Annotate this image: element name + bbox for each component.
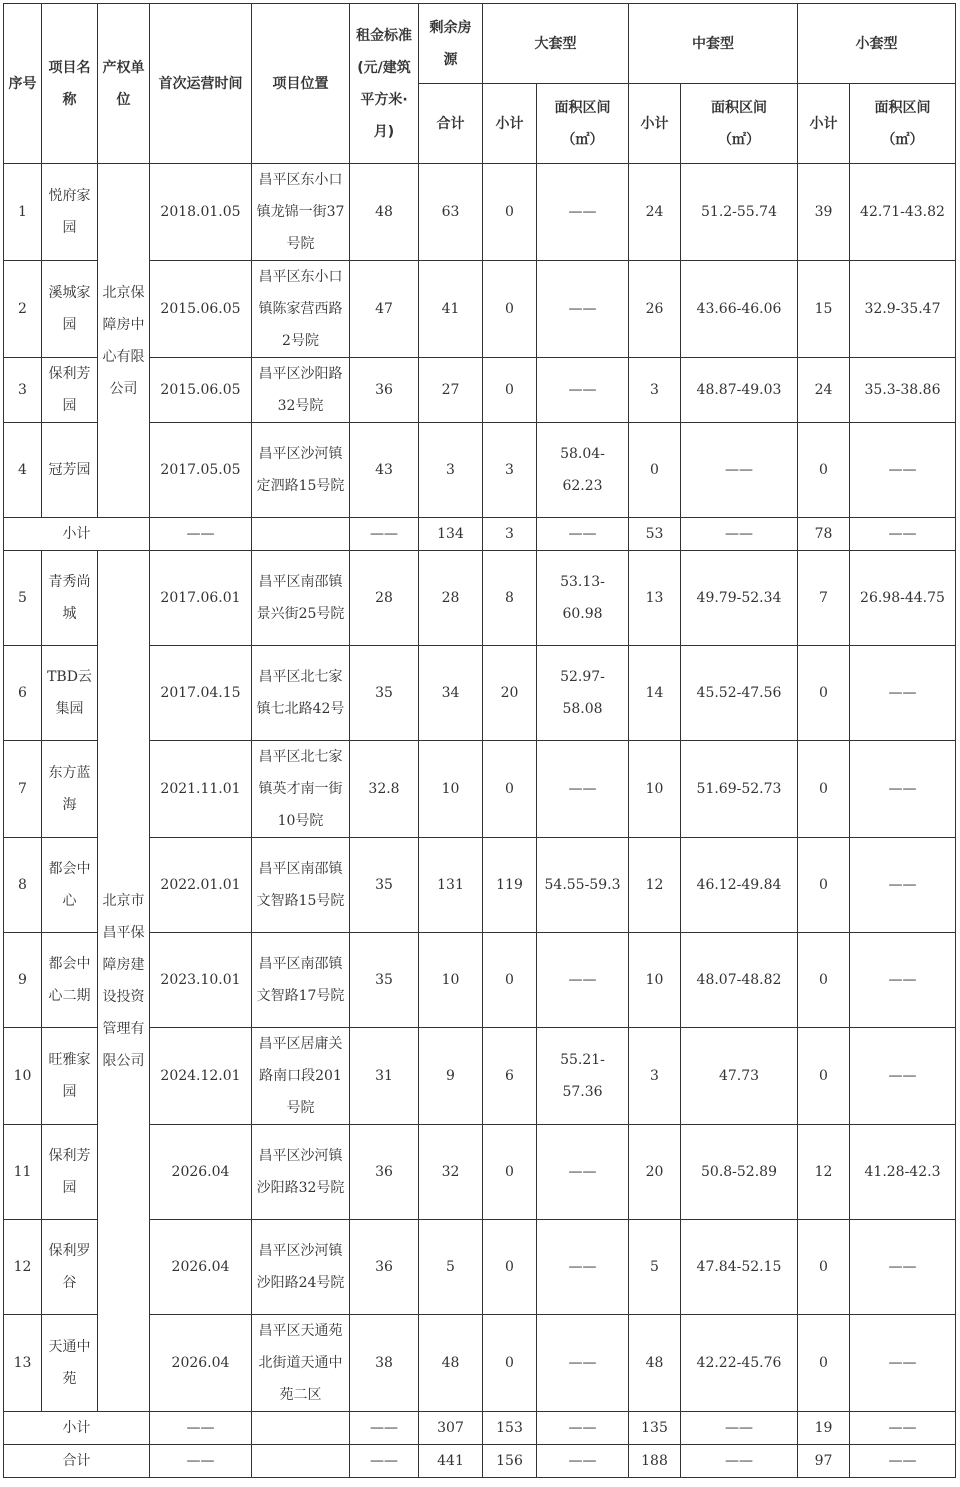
cell-large-n: 0	[483, 1220, 537, 1315]
cell-mid-n: 48	[629, 1315, 681, 1412]
cell-small-n: 0	[798, 1028, 850, 1125]
cell-mid-area: ——	[681, 423, 798, 518]
header-rent: 租金标准(元/建筑平方米·月)	[350, 4, 419, 164]
header-location: 项目位置	[252, 4, 350, 164]
cell-small-n: 0	[798, 741, 850, 838]
cell-mid-n: 188	[629, 1445, 681, 1478]
cell-mid-area: ——	[681, 1412, 798, 1445]
cell-subtotal-label: 小计	[4, 1412, 150, 1445]
header-small-subtotal: 小计	[798, 84, 850, 164]
cell-mid-area: 47.73	[681, 1028, 798, 1125]
header-remain: 剩余房源	[419, 4, 483, 84]
cell-date: ——	[150, 1412, 252, 1445]
cell-owner: 北京市昌平保障房建设投资管理有限公司	[98, 551, 150, 1412]
cell-large-area: ——	[537, 1315, 629, 1412]
cell-rent: ——	[350, 1412, 419, 1445]
cell-date: 2017.06.01	[150, 551, 252, 646]
cell-small-n: 39	[798, 164, 850, 261]
cell-total: 441	[419, 1445, 483, 1478]
cell-seq: 1	[4, 164, 42, 261]
header-owner: 产权单位	[98, 4, 150, 164]
cell-mid-n: 10	[629, 741, 681, 838]
cell-large-n: 119	[483, 838, 537, 933]
cell-location: 昌平区沙河镇沙阳路32号院	[252, 1125, 350, 1220]
cell-large-area: ——	[537, 1412, 629, 1445]
cell-small-n: 24	[798, 358, 850, 423]
cell-name: 溪城家园	[42, 261, 98, 358]
cell-name: 保利芳园	[42, 358, 98, 423]
cell-large-n: 6	[483, 1028, 537, 1125]
cell-mid-area: 48.87-49.03	[681, 358, 798, 423]
cell-total: 307	[419, 1412, 483, 1445]
cell-location	[252, 1412, 350, 1445]
cell-small-area: ——	[850, 1445, 956, 1478]
cell-total: 134	[419, 518, 483, 551]
cell-mid-area: 51.2-55.74	[681, 164, 798, 261]
cell-grand-label: 合计	[4, 1445, 150, 1478]
cell-large-area: 55.21-57.36	[537, 1028, 629, 1125]
cell-large-area: ——	[537, 164, 629, 261]
cell-small-n: 19	[798, 1412, 850, 1445]
cell-total: 9	[419, 1028, 483, 1125]
cell-rent: 28	[350, 551, 419, 646]
cell-mid-area: 47.84-52.15	[681, 1220, 798, 1315]
cell-small-area: 26.98-44.75	[850, 551, 956, 646]
cell-date: 2017.04.15	[150, 646, 252, 741]
cell-seq: 6	[4, 646, 42, 741]
cell-rent: ——	[350, 518, 419, 551]
cell-name: 保利芳园	[42, 1125, 98, 1220]
header-medium: 中套型	[629, 4, 798, 84]
cell-small-area: ——	[850, 1028, 956, 1125]
cell-location: 昌平区南邵镇文智路15号院	[252, 838, 350, 933]
cell-mid-n: 3	[629, 358, 681, 423]
area-unit: （㎡）	[561, 131, 604, 148]
cell-rent: 47	[350, 261, 419, 358]
cell-mid-n: 53	[629, 518, 681, 551]
header-large-area	[537, 84, 629, 164]
cell-name: 冠芳园	[42, 423, 98, 518]
cell-rent: 36	[350, 1125, 419, 1220]
cell-large-n: 0	[483, 1315, 537, 1412]
cell-mid-n: 5	[629, 1220, 681, 1315]
cell-small-area: 32.9-35.47	[850, 261, 956, 358]
cell-small-n: 7	[798, 551, 850, 646]
cell-large-n: 0	[483, 358, 537, 423]
cell-seq: 10	[4, 1028, 42, 1125]
header-remain-total: 合计	[419, 84, 483, 164]
cell-large-n: 3	[483, 518, 537, 551]
cell-large-area: ——	[537, 358, 629, 423]
cell-name: 天通中苑	[42, 1315, 98, 1412]
header-small-area	[850, 84, 956, 164]
cell-seq: 2	[4, 261, 42, 358]
cell-large-n: 153	[483, 1412, 537, 1445]
cell-mid-area: 50.8-52.89	[681, 1125, 798, 1220]
cell-large-n: 156	[483, 1445, 537, 1478]
cell-subtotal-label: 小计	[4, 518, 150, 551]
cell-small-n: 15	[798, 261, 850, 358]
area-unit: （㎡）	[881, 131, 924, 148]
cell-large-area: ——	[537, 518, 629, 551]
cell-small-n: 12	[798, 1125, 850, 1220]
cell-rent: 31	[350, 1028, 419, 1125]
cell-seq: 7	[4, 741, 42, 838]
cell-seq: 13	[4, 1315, 42, 1412]
cell-name: 保利罗谷	[42, 1220, 98, 1315]
header-large: 大套型	[483, 4, 629, 84]
cell-large-n: 0	[483, 261, 537, 358]
cell-mid-area: 48.07-48.82	[681, 933, 798, 1028]
cell-mid-area: 46.12-49.84	[681, 838, 798, 933]
cell-location: 昌平区南邵镇景兴街25号院	[252, 551, 350, 646]
cell-name: 青秀尚城	[42, 551, 98, 646]
cell-total: 41	[419, 261, 483, 358]
header-medium-subtotal: 小计	[629, 84, 681, 164]
table-row	[4, 164, 956, 261]
cell-small-area: ——	[850, 1220, 956, 1315]
cell-rent: 38	[350, 1315, 419, 1412]
cell-small-n: 0	[798, 423, 850, 518]
cell-rent: 32.8	[350, 741, 419, 838]
cell-seq: 11	[4, 1125, 42, 1220]
cell-large-area: ——	[537, 261, 629, 358]
cell-date: 2021.11.01	[150, 741, 252, 838]
cell-mid-area: 45.52-47.56	[681, 646, 798, 741]
cell-total: 10	[419, 933, 483, 1028]
cell-date: 2024.12.01	[150, 1028, 252, 1125]
cell-seq: 4	[4, 423, 42, 518]
cell-mid-n: 12	[629, 838, 681, 933]
cell-rent: 36	[350, 1220, 419, 1315]
area-unit: （㎡）	[718, 131, 760, 148]
cell-seq: 3	[4, 358, 42, 423]
cell-small-n: 0	[798, 1220, 850, 1315]
cell-small-n: 0	[798, 838, 850, 933]
cell-mid-n: 26	[629, 261, 681, 358]
cell-mid-n: 13	[629, 551, 681, 646]
cell-total: 5	[419, 1220, 483, 1315]
header-seq: 序号	[4, 4, 42, 164]
cell-location: 昌平区东小口镇陈家营西路2号院	[252, 261, 350, 358]
cell-name: 悦府家园	[42, 164, 98, 261]
header-medium-area	[681, 84, 798, 164]
cell-name: 东方蓝海	[42, 741, 98, 838]
cell-date: ——	[150, 518, 252, 551]
cell-name: TBD云集园	[42, 646, 98, 741]
cell-mid-n: 24	[629, 164, 681, 261]
cell-rent: 36	[350, 358, 419, 423]
cell-location: 昌平区南邵镇文智路17号院	[252, 933, 350, 1028]
cell-mid-area: 49.79-52.34	[681, 551, 798, 646]
cell-small-area: ——	[850, 518, 956, 551]
cell-large-n: 3	[483, 423, 537, 518]
cell-small-area: ——	[850, 741, 956, 838]
cell-large-n: 20	[483, 646, 537, 741]
cell-location: 昌平区居庸关路南口段201号院	[252, 1028, 350, 1125]
cell-rent: 35	[350, 646, 419, 741]
header-small: 小套型	[798, 4, 956, 84]
cell-small-area: ——	[850, 1315, 956, 1412]
cell-large-area: ——	[537, 1220, 629, 1315]
cell-seq: 12	[4, 1220, 42, 1315]
cell-mid-area: 43.66-46.06	[681, 261, 798, 358]
cell-small-area: 35.3-38.86	[850, 358, 956, 423]
cell-total: 27	[419, 358, 483, 423]
cell-location	[252, 518, 350, 551]
cell-name: 都会中心二期	[42, 933, 98, 1028]
cell-location: 昌平区北七家镇七北路42号	[252, 646, 350, 741]
cell-date: ——	[150, 1445, 252, 1478]
cell-rent: 35	[350, 933, 419, 1028]
cell-date: 2026.04	[150, 1125, 252, 1220]
cell-small-area: ——	[850, 423, 956, 518]
cell-mid-n: 10	[629, 933, 681, 1028]
cell-mid-area: 42.22-45.76	[681, 1315, 798, 1412]
cell-date: 2018.01.05	[150, 164, 252, 261]
cell-rent: 35	[350, 838, 419, 933]
cell-location: 昌平区北七家镇英才南一街10号院	[252, 741, 350, 838]
cell-mid-n: 14	[629, 646, 681, 741]
cell-small-area: ——	[850, 933, 956, 1028]
grand-total-row	[4, 1445, 956, 1478]
cell-small-n: 78	[798, 518, 850, 551]
cell-total: 28	[419, 551, 483, 646]
cell-total: 32	[419, 1125, 483, 1220]
cell-small-area: ——	[850, 1412, 956, 1445]
cell-small-area: ——	[850, 838, 956, 933]
cell-location: 昌平区沙阳路32号院	[252, 358, 350, 423]
header-name: 项目名称	[42, 4, 98, 164]
cell-mid-n: 135	[629, 1412, 681, 1445]
cell-date: 2017.05.05	[150, 423, 252, 518]
cell-total: 48	[419, 1315, 483, 1412]
cell-large-area: 53.13-60.98	[537, 551, 629, 646]
cell-location: 昌平区沙河镇沙阳路24号院	[252, 1220, 350, 1315]
cell-large-n: 0	[483, 164, 537, 261]
cell-mid-n: 20	[629, 1125, 681, 1220]
cell-total: 3	[419, 423, 483, 518]
cell-mid-area: 51.69-52.73	[681, 741, 798, 838]
cell-rent: 43	[350, 423, 419, 518]
cell-name: 都会中心	[42, 838, 98, 933]
cell-seq: 8	[4, 838, 42, 933]
cell-date: 2026.04	[150, 1220, 252, 1315]
cell-location: 昌平区沙河镇定泗路15号院	[252, 423, 350, 518]
cell-small-area: ——	[850, 646, 956, 741]
cell-large-n: 0	[483, 933, 537, 1028]
cell-mid-area: ——	[681, 518, 798, 551]
cell-large-area: ——	[537, 933, 629, 1028]
cell-rent: 48	[350, 164, 419, 261]
cell-small-n: 0	[798, 646, 850, 741]
cell-mid-area: ——	[681, 1445, 798, 1478]
subtotal-row	[4, 518, 956, 551]
cell-large-n: 0	[483, 741, 537, 838]
cell-name: 旺雅家园	[42, 1028, 98, 1125]
cell-small-n: 0	[798, 1315, 850, 1412]
cell-total: 34	[419, 646, 483, 741]
cell-small-n: 97	[798, 1445, 850, 1478]
cell-large-area: 58.04-62.23	[537, 423, 629, 518]
cell-seq: 9	[4, 933, 42, 1028]
cell-total: 131	[419, 838, 483, 933]
housing-table	[3, 3, 956, 1478]
cell-location: 昌平区天通苑北街道天通中苑二区	[252, 1315, 350, 1412]
area-label: 面积区间	[874, 99, 931, 116]
header-large-subtotal: 小计	[483, 84, 537, 164]
cell-location: 昌平区东小口镇龙锦一街37号院	[252, 164, 350, 261]
cell-rent: ——	[350, 1445, 419, 1478]
cell-large-n: 0	[483, 1125, 537, 1220]
cell-large-area: ——	[537, 1445, 629, 1478]
cell-total: 63	[419, 164, 483, 261]
cell-large-area: ——	[537, 1125, 629, 1220]
subtotal-row	[4, 1412, 956, 1445]
cell-large-n: 8	[483, 551, 537, 646]
area-label: 面积区间	[711, 99, 767, 116]
header-first-op: 首次运营时间	[150, 4, 252, 164]
cell-large-area: 54.55-59.3	[537, 838, 629, 933]
cell-small-area: 41.28-42.3	[850, 1125, 956, 1220]
cell-large-area: 52.97-58.08	[537, 646, 629, 741]
cell-location	[252, 1445, 350, 1478]
cell-seq: 5	[4, 551, 42, 646]
cell-small-area: 42.71-43.82	[850, 164, 956, 261]
cell-date: 2022.01.01	[150, 838, 252, 933]
cell-small-n: 0	[798, 933, 850, 1028]
cell-date: 2015.06.05	[150, 261, 252, 358]
cell-date: 2026.04	[150, 1315, 252, 1412]
cell-mid-n: 3	[629, 1028, 681, 1125]
cell-date: 2015.06.05	[150, 358, 252, 423]
table-row	[4, 551, 956, 646]
cell-large-area: ——	[537, 741, 629, 838]
cell-mid-n: 0	[629, 423, 681, 518]
cell-owner: 北京保障房中心有限公司	[98, 164, 150, 518]
cell-date: 2023.10.01	[150, 933, 252, 1028]
cell-total: 10	[419, 741, 483, 838]
area-label: 面积区间	[554, 99, 611, 116]
